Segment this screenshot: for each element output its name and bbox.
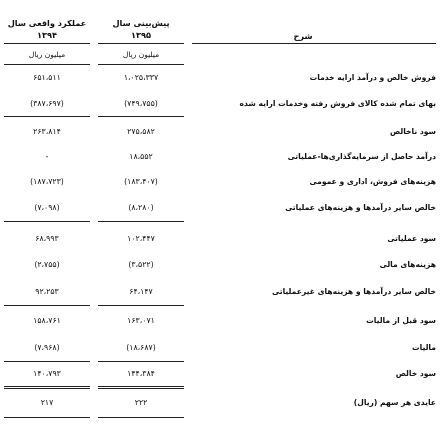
forecast-unit-label: میلیون ریال	[122, 50, 160, 59]
table-row	[0, 257, 444, 277]
forecast-value: ۱۴۴،۳۸۴	[127, 369, 155, 378]
forecast-value: ۱۸،۵۵۲	[129, 152, 153, 161]
row-label: درآمد حاصل از سرمایه‌گذاری‌ها-عملیاتی	[287, 152, 436, 161]
forecast-value: (۱۸۳،۴۰۷)	[124, 177, 158, 186]
table-row	[0, 96, 444, 116]
row-label: مالیات	[412, 343, 436, 352]
actual-value: ۲۶۳،۸۱۴	[33, 127, 61, 136]
actual-value: ۱۴۰،۷۹۳	[33, 369, 61, 378]
actual-value: ۶۸،۹۹۳	[35, 234, 59, 243]
forecast-value: (۷۴۹،۷۵۵)	[124, 99, 158, 108]
forecast-column-header	[98, 17, 184, 41]
subtotal-rule-actual	[4, 221, 90, 222]
table-row	[0, 174, 444, 194]
forecast-value: ۱۶۳،۰۷۱	[127, 316, 155, 325]
actual-value: (۷،۰۹۸)	[34, 203, 60, 212]
table-row	[0, 124, 444, 144]
row-label: هزینه‌های فروش، اداری و عمومی	[309, 177, 436, 186]
actual-column-title: عملکرد واقعی سال	[7, 18, 87, 28]
forecast-value: ۱،۰۲۵،۳۳۷	[123, 73, 159, 82]
subtotal-rule-actual	[4, 116, 90, 117]
actual-value: (۱۸۷،۷۲۳)	[30, 177, 64, 186]
forecast-column-year: ۱۳۹۵	[131, 30, 151, 40]
actual-value: ۹۲،۲۵۳	[35, 287, 59, 296]
row-label: فروش خالص و درآمد ارایه خدمات	[309, 73, 436, 82]
row-label: سود ناخالص	[389, 127, 436, 136]
table-row	[0, 149, 444, 169]
subtotal-rule-forecast	[98, 305, 184, 306]
table-row	[0, 231, 444, 251]
actual-value: ۶۵۱،۵۱۱	[33, 73, 61, 82]
actual-value: (۲،۷۵۵)	[34, 260, 60, 269]
total-rule-forecast	[98, 386, 184, 387]
description-column-header: شرح	[293, 31, 313, 41]
forecast-value: (۸،۲۸۰)	[128, 203, 154, 212]
actual-value: ۲۱۷	[40, 398, 54, 407]
subtotal-rule-actual	[4, 305, 90, 306]
subtotal-rule-forecast	[98, 221, 184, 222]
forecast-value: ۲۷۵،۵۸۲	[127, 127, 155, 136]
total-rule-actual	[4, 386, 90, 387]
subtotal-rule-forecast	[98, 116, 184, 117]
eps-rule-actual	[4, 417, 90, 418]
subtotal-rule-forecast	[98, 361, 184, 362]
header-rule-forecast	[98, 43, 184, 44]
forecast-column-title: پیش‌بینی سال	[112, 18, 170, 28]
table-row	[0, 395, 444, 415]
actual-value: ۱۵۸،۷۶۱	[33, 316, 61, 325]
forecast-value: (۳،۵۲۲)	[128, 260, 154, 269]
row-label: سود خالص	[395, 369, 436, 378]
table-row	[0, 313, 444, 333]
row-label: عایدی هر سهم (ریال)	[353, 398, 436, 407]
table-row	[0, 200, 444, 220]
table-row	[0, 340, 444, 360]
forecast-value: ۱۰۲،۴۴۷	[127, 234, 155, 243]
row-label: خالص سایر درآمدها و هزینه‌های غیرعملیاتی	[272, 287, 436, 296]
actual-column-header	[4, 17, 90, 41]
actual-value: -	[45, 152, 49, 161]
row-label: خالص سایر درآمدها و هزینه‌های عملیاتی	[285, 203, 436, 212]
actual-value: (۳۸۷،۶۹۷)	[30, 99, 64, 108]
table-row	[0, 284, 444, 304]
actual-value: (۷،۹۶۸)	[34, 343, 60, 352]
unit-rule-forecast	[98, 64, 184, 65]
row-label: سود قبل از مالیات	[366, 316, 436, 325]
total-rule-actual-second	[4, 388, 90, 389]
total-rule-forecast-second	[98, 388, 184, 389]
subtotal-rule-actual	[4, 361, 90, 362]
row-label: هزینه‌های مالی	[379, 260, 436, 269]
header-rule-actual	[4, 43, 90, 44]
actual-column-year: ۱۳۹۴	[37, 30, 57, 40]
forecast-value: ۶۴،۱۴۷	[129, 287, 153, 296]
table-row	[0, 366, 444, 386]
table-row	[0, 70, 444, 90]
eps-rule-forecast	[98, 417, 184, 418]
forecast-value: (۱۸،۶۸۷)	[126, 343, 156, 352]
forecast-value: ۲۲۲	[134, 398, 148, 407]
actual-unit-label: میلیون ریال	[28, 50, 66, 59]
unit-rule-actual	[4, 64, 90, 65]
header-rule-description	[192, 43, 436, 44]
row-label: بهای تمام شده کالای فروش رفته وخدمات ارایه شده	[239, 99, 436, 108]
row-label: سود عملیاتی	[387, 234, 436, 243]
